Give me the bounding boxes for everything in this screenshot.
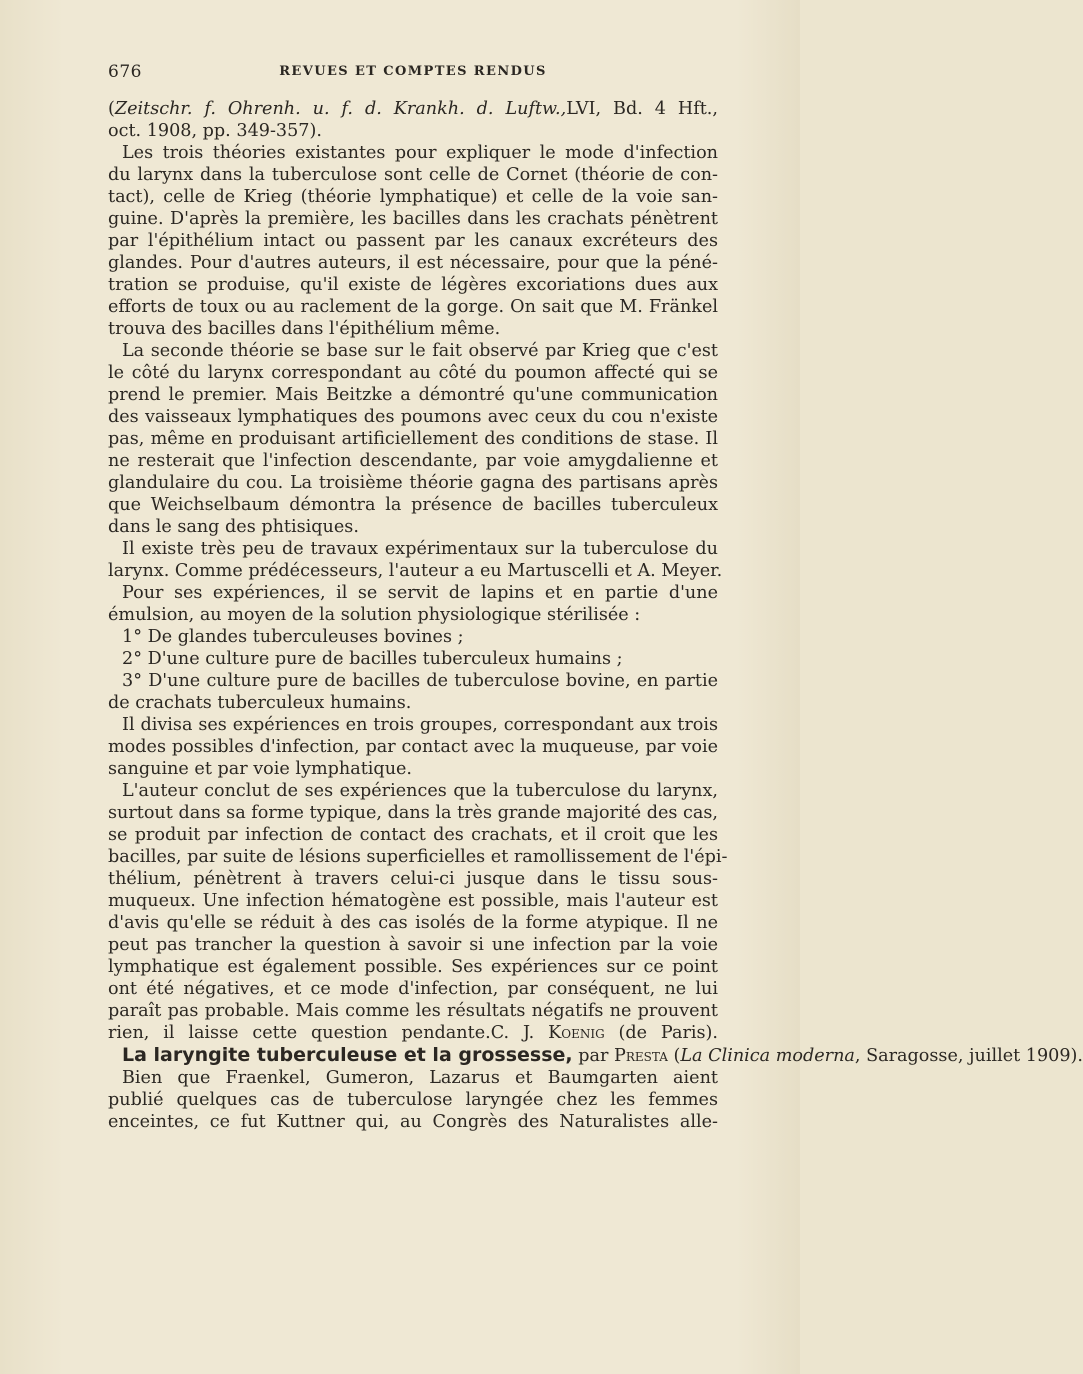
text-line: se produit par infection de contact des crachats, et il croit que les: [108, 825, 718, 845]
text-line: dans le sang des phtisiques.: [108, 517, 359, 537]
text-line: Il existe très peu de travaux expérimentaux sur la tuberculose du: [122, 539, 718, 559]
text-line: Bien que Fraenkel, Gumeron, Lazarus et Baumgarten aient: [122, 1068, 718, 1088]
text-line: L'auteur conclut de ses expériences que la tuberculose du larynx,: [122, 781, 718, 801]
text-line-end: rien, il laisse cette question pendante.: [108, 1023, 491, 1043]
section-heading-line: La laryngite tuberculeuse et la grossesse, par Presta (La Clinica moderna, Saragosse, juillet 1909).: [122, 1044, 1083, 1066]
text-line: tration se produise, qu'il existe de légères excoriations dues aux: [108, 275, 718, 295]
text-line: larynx. Comme prédécesseurs, l'auteur a eu Martuscelli et A. Meyer.: [108, 561, 723, 581]
text-line: thélium, pénètrent à travers celui-ci jusque dans le tissu sous-: [108, 869, 718, 889]
text-line: trouva des bacilles dans l'épithélium même.: [108, 319, 501, 339]
text-line: prend le premier. Mais Beitzke a démontré qu'une communication: [108, 385, 718, 405]
text-line: des vaisseaux lymphatiques des poumons avec ceux du cou n'existe: [108, 407, 718, 427]
text-line: guine. D'après la première, les bacilles dans les crachats pénètrent: [108, 209, 718, 229]
text-line: lymphatique est également possible. Ses expériences sur ce point: [108, 957, 718, 977]
text-line: paraît pas probable. Mais comme les résultats négatifs ne prouvent: [108, 1001, 718, 1021]
text-line: par l'épithélium intact ou passent par les canaux excréteurs des: [108, 231, 718, 251]
text-line: bacilles, par suite de lésions superficielles et ramollissement de l'épi-: [108, 847, 728, 867]
text-line: que Weichselbaum démontra la présence de bacilles tuberculeux: [108, 495, 718, 515]
text-line: ont été négatives, et ce mode d'infection, par conséquent, ne lui: [108, 979, 718, 999]
section-journal: La Clinica moderna: [680, 1046, 855, 1066]
list-item: 2° D'une culture pure de bacilles tuberculeux humains ;: [122, 649, 623, 669]
text-line: de crachats tuberculeux humains.: [108, 693, 412, 713]
text-line: surtout dans sa forme typique, dans la très grande majorité des cas,: [108, 803, 718, 823]
text-line: modes possibles d'infection, par contact avec la muqueuse, par voie: [108, 737, 718, 757]
text-line: du larynx dans la tuberculose sont celle de Cornet (théorie de con-: [108, 165, 718, 185]
text-line: peut pas trancher la question à savoir si une infection par la voie: [108, 935, 718, 955]
text-line: Pour ses expériences, il se servit de lapins et en partie d'une: [122, 583, 718, 603]
text-line: muqueux. Une infection hématogène est possible, mais l'auteur est: [108, 891, 718, 911]
text-line: pas, même en produisant artificiellement des conditions de stase. Il: [108, 429, 718, 449]
text-line: sanguine et par voie lymphatique.: [108, 759, 413, 779]
text-line: d'avis qu'elle se réduit à des cas isolés de la forme atypique. Il ne: [108, 913, 718, 933]
text-line: La seconde théorie se base sur le fait observé par Krieg que c'est: [122, 341, 718, 361]
citation-line-1: (Zeitschr. f. Ohrenh. u. f. d. Krankh. d. Luftw.,LVI, Bd. 4 Hft.,: [108, 99, 718, 119]
text-line: émulsion, au moyen de la solution physiologique stérilisée :: [108, 605, 641, 625]
running-title: REVUES ET COMPTES RENDUS: [279, 64, 547, 79]
text-line: glandes. Pour d'autres auteurs, il est nécessaire, pour que la péné-: [108, 253, 718, 273]
text-line: tact), celle de Krieg (théorie lymphatique) et celle de la voie san-: [108, 187, 718, 207]
text-line: Les trois théories existantes pour expliquer le mode d'infection: [122, 143, 718, 163]
text-line: efforts de toux ou au raclement de la gorge. On sait que M. Fränkel: [108, 297, 718, 317]
text-line: ne resterait que l'infection descendante, par voie amygdalienne et: [108, 451, 718, 471]
section-heading: La laryngite tuberculeuse et la grossesse,: [122, 1044, 573, 1066]
text-line: publié quelques cas de tuberculose laryngée chez les femmes: [108, 1090, 718, 1110]
article-body: [108, 98, 1083, 1133]
page-number: 676: [108, 62, 142, 82]
text-line: enceintes, ce fut Kuttner qui, au Congrès des Naturalistes alle-: [108, 1112, 718, 1132]
review-signature: C. J. Koenig (de Paris).: [490, 1023, 718, 1043]
list-item: 3° D'une culture pure de bacilles de tuberculose bovine, en partie: [122, 671, 718, 691]
citation-volume: LVI, Bd. 4 Hft.,: [566, 99, 718, 119]
signature-line: [108, 1022, 718, 1044]
page-header: [108, 62, 718, 90]
citation-line-2: oct. 1908, pp. 349-357).: [108, 121, 322, 141]
section-author: Presta: [614, 1046, 668, 1066]
text-line: le côté du larynx correspondant au côté du poumon affecté qui se: [108, 363, 718, 383]
text-line: Il divisa ses expériences en trois groupes, correspondant aux trois: [122, 715, 718, 735]
citation-journal: Zeitschr. f. Ohrenh. u. f. d. Krankh. d. Luftw.,: [114, 99, 567, 119]
text-line: glandulaire du cou. La troisième théorie gagna des partisans après: [108, 473, 718, 493]
list-item: 1° De glandes tuberculeuses bovines ;: [122, 627, 464, 647]
